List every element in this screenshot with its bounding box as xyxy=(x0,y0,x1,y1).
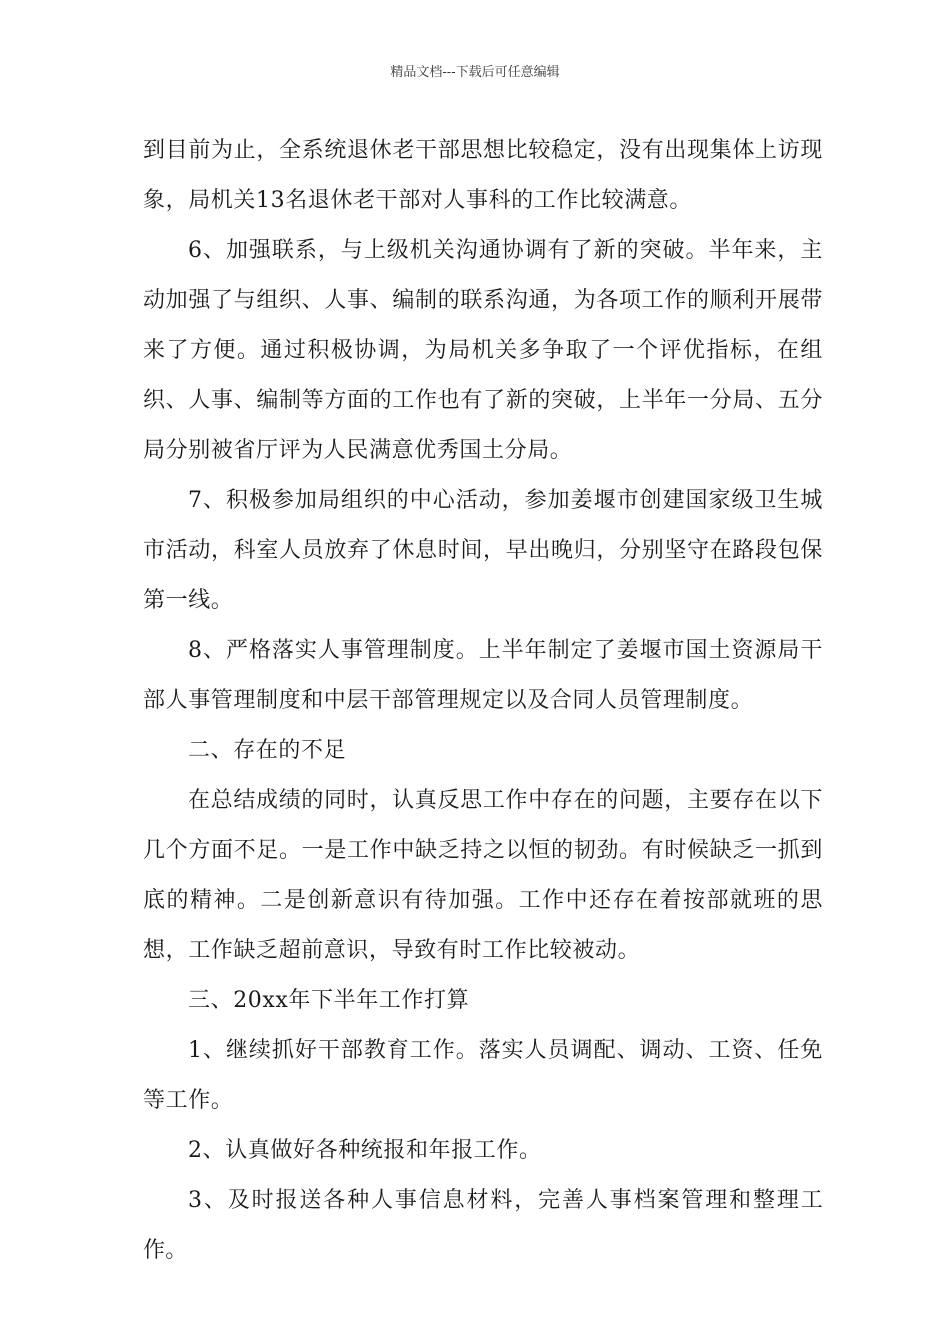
section-heading-shortcomings: 二、存在的不足 xyxy=(188,738,347,763)
paragraph-item-7: 7、积极参加局组织的中心活动，参加姜堰市创建国家级卫生城市活动，科室人员放弃了休息时间，早出晚归，分别坚守在路段包保第一线。 xyxy=(143,488,823,613)
paragraph-plan-1: 1、继续抓好干部教育工作。落实人员调配、调动、工资、任免等工作。 xyxy=(143,1038,823,1113)
paragraph-plan-3: 3、及时报送各种人事信息材料，完善人事档案管理和整理工作。 xyxy=(143,1188,823,1263)
page-header: 精品文档---下载后可任意编辑 xyxy=(390,65,560,80)
section-heading-plan: 三、20xx年下半年工作打算 xyxy=(188,988,470,1013)
paragraph-item-6: 6、加强联系，与上级机关沟通协调有了新的突破。半年来，主动加强了与组织、人事、编制的联系沟通，为各项工作的顺利开展带来了方便。通过积极协调，为局机关多争取了一个评优指标，在组织、人事、编制等方面的工作也有了新的突破，上半年一分局、五分局分别被省厅评为人民满意优秀国土分局。 xyxy=(143,238,823,463)
document-body xyxy=(143,126,823,1276)
paragraph-plan-2: 2、认真做好各种统报和年报工作。 xyxy=(188,1138,542,1163)
paragraph-shortcomings: 在总结成绩的同时，认真反思工作中存在的问题，主要存在以下几个方面不足。一是工作中缺乏持之以恒的韧劲。有时候缺乏一抓到底的精神。二是创新意识有待加强。工作中还存在着按部就班的思想，工作缺乏超前意识，导致有时工作比较被动。 xyxy=(143,788,823,963)
paragraph-continuation: 到目前为止，全系统退休老干部思想比较稳定，没有出现集体上访现象，局机关13名退休老干部对人事科的工作比较满意。 xyxy=(143,138,823,213)
paragraph-item-8: 8、严格落实人事管理制度。上半年制定了姜堰市国土资源局干部人事管理制度和中层干部管理规定以及合同人员管理制度。 xyxy=(143,638,823,713)
